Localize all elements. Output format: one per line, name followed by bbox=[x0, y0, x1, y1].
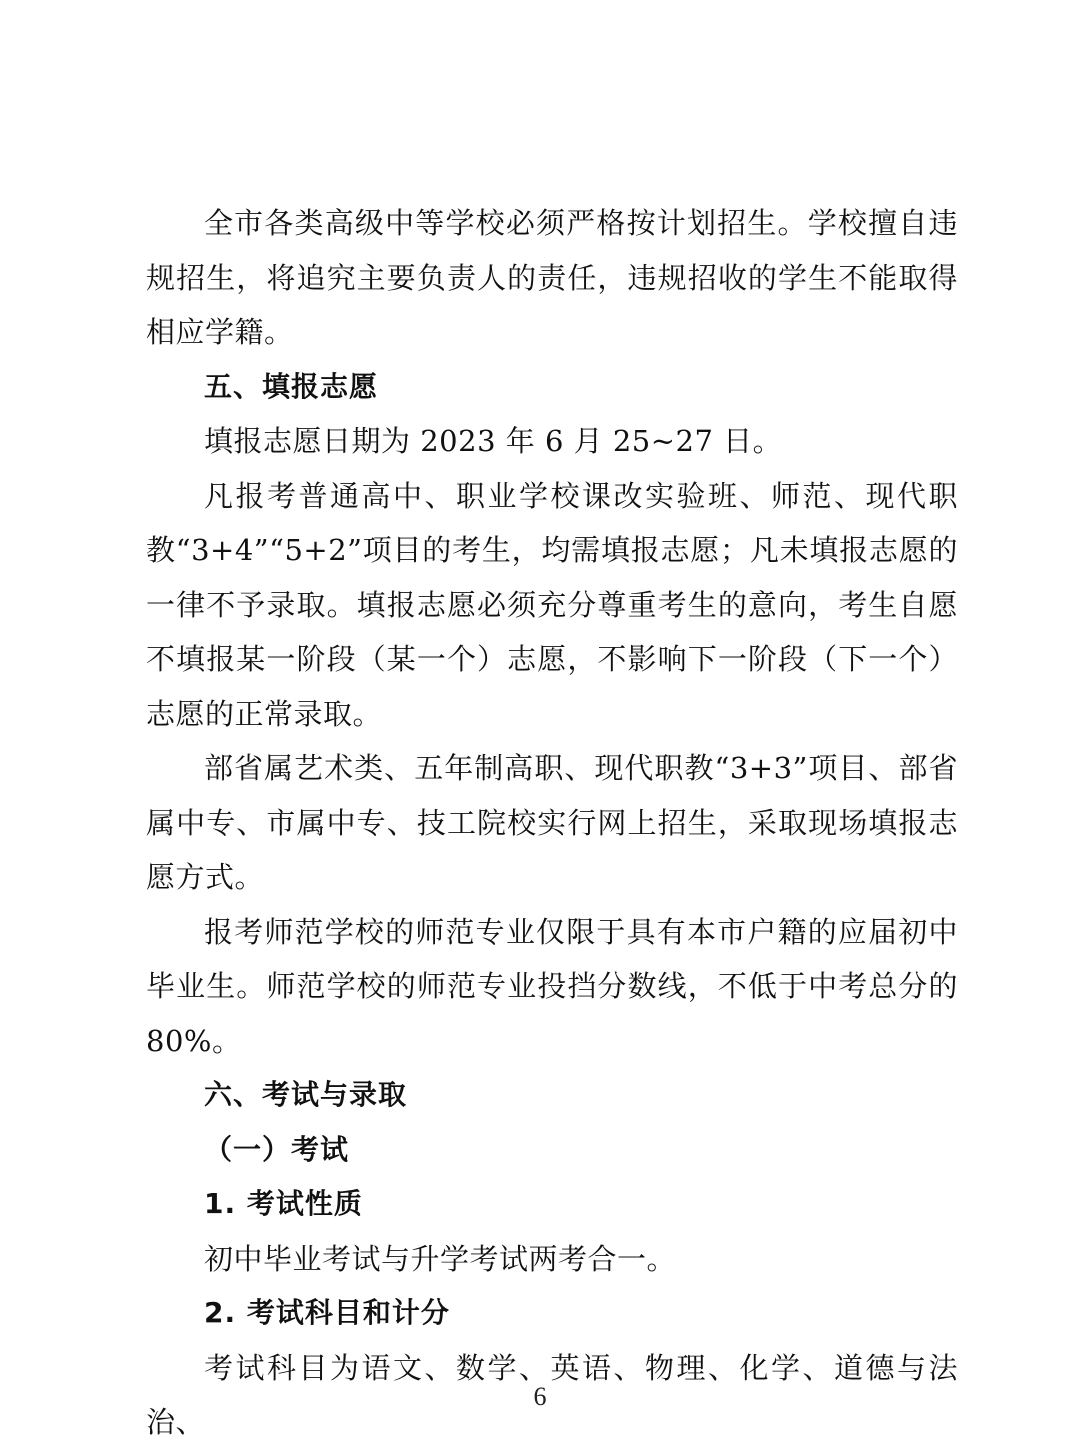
paragraph-normal-school: 报考师范学校的师范专业仅限于具有本市户籍的应届初中毕业生。师范学校的师范专业投挡分数线，不低于中考总分的 80%。 bbox=[146, 914, 958, 1058]
page-content bbox=[146, 196, 958, 1450]
paragraph-application-dates: 填报志愿日期为 2023 年 6 月 25~27 日。 bbox=[204, 424, 783, 458]
paragraph-exam-nature: 初中毕业考试与升学考试两考合一。 bbox=[204, 1241, 677, 1276]
paragraph-enrollment-plan: 全市各类高级中等学校必须严格按计划招生。学校擅自违规招生，将追究主要负责人的责任，违规招收的学生不能取得相应学籍。 bbox=[146, 206, 958, 349]
heading-section-5: 五、填报志愿 bbox=[204, 369, 379, 403]
page-number: 6 bbox=[533, 1382, 547, 1411]
paragraph-onsite-application: 部省属艺术类、五年制高职、现代职教“3+3”项目、部省属中专、市属中专、技工院校实行网上招生，采取现场填报志愿方式。 bbox=[146, 751, 958, 894]
heading-exam-nature: 1. 考试性质 bbox=[204, 1187, 363, 1220]
heading-exam-subjects: 2. 考试科目和计分 bbox=[204, 1296, 450, 1329]
paragraph-exam-subjects: 考试科目为语文、数学、英语、物理、化学、道德与法治、 bbox=[146, 1350, 958, 1439]
paragraph-application-rules: 凡报考普通高中、职业学校课改实验班、师范、现代职教“3+4”“5+2”项目的考生，均需填报志愿；凡未填报志愿的一律不予录取。填报志愿必须充分尊重考生的意向，考生自愿不填报某一阶段（某一个）志愿，不影响下一阶段（下一个）志愿的正常录取。 bbox=[146, 478, 958, 731]
heading-section-6: 六、考试与录取 bbox=[204, 1078, 408, 1111]
heading-subsection-exam: （一）考试 bbox=[204, 1132, 350, 1166]
